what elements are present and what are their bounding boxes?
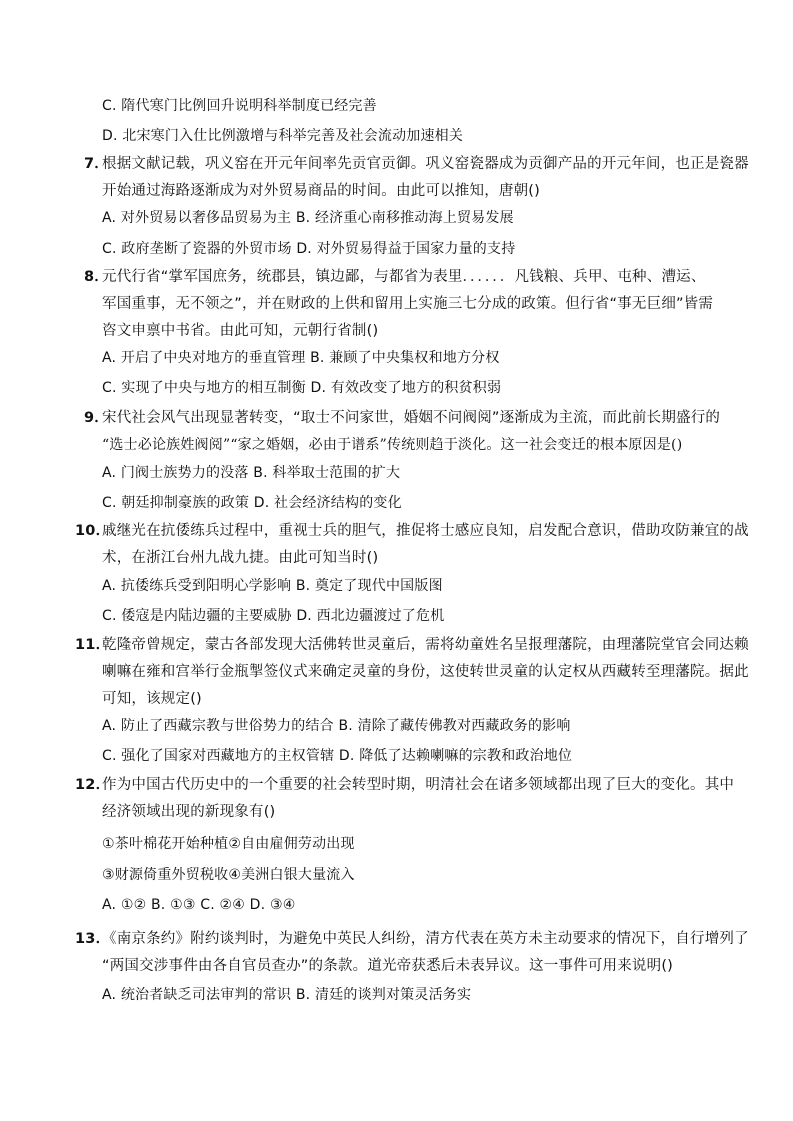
q8-number: 8． bbox=[84, 269, 109, 285]
q11-stem-line1: 乾隆帝曾规定，蒙古各部发现大活佛转世灵童后，需将幼童姓名呈报理藩院，由理藩院堂官会同达赖 bbox=[102, 637, 749, 653]
q7-stem-line1: 根据文献记载，巩义窑在开元年间率先贡官贡御。巩义窑瓷器成为贡御产品的开元年间，也正是瓷器 bbox=[102, 156, 749, 172]
q12-number: 12． bbox=[75, 777, 111, 793]
q12-items-34: ③财源倚重外贸税收④美洲白银大量流入 bbox=[102, 867, 355, 883]
q11-stem-line3: 可知，该规定() bbox=[102, 691, 202, 707]
q10-stem-line1: 戚继光在抗倭练兵过程中，重视士兵的胆气，推促将士感应良知，启发配合意识，借助攻防兼宜的战 bbox=[102, 523, 749, 539]
q8-options-ab: A. 开启了中央对地方的垂直管理 B. 兼顾了中央集权和地方分权 bbox=[102, 350, 500, 366]
q13-stem-line2: “两国交涉事件由各自官员查办”的条款。道光帝获悉后未表异议。这一事件可用来说明() bbox=[102, 958, 674, 974]
q11-stem-line2: 喇嘛在雍和宫举行金瓶掣签仪式来确定灵童的身份，这使转世灵童的认定权从西藏转至理藩院。据此 bbox=[102, 664, 749, 680]
q9-stem-line2: “选士必论族姓阀阅”“家之婚姻，必由于谱系”传统则趋于淡化。这一社会变迁的根本原因是() bbox=[102, 437, 683, 453]
q11-options-cd: C. 强化了国家对西藏地方的主权管辖 D. 降低了达赖喇嘛的宗教和政治地位 bbox=[102, 748, 573, 764]
q10-options-ab: A. 抗倭练兵受到阳明心学影响 B. 奠定了现代中国版图 bbox=[102, 578, 443, 594]
q13-stem-line1: 《南京条约》附约谈判时，为避免中英民人纠纷，清方代表在英方未主动要求的情况下，自行增列了 bbox=[102, 931, 749, 947]
q6-option-d: D. 北宋寒门入仕比例激增与科举完善及社会流动加速相关 bbox=[102, 128, 464, 144]
q13-options-ab: A. 统治者缺乏司法审判的常识 B. 清廷的谈判对策灵活务实 bbox=[102, 987, 472, 1003]
q10-options-cd: C. 倭寇是内陆边疆的主要威胁 D. 西北边疆渡过了危机 bbox=[102, 608, 445, 624]
q8-stem-line1: 元代行省“掌军国庶务，统郡县，镇边鄙，与都省为表里．．．．．．凡钱粮、兵甲、屯种、漕运、 bbox=[102, 269, 706, 285]
q9-stem-line1: 宋代社会风气出现显著转变，“取士不问家世，婚姻不问阀阅”逐渐成为主流，而此前长期盛行的 bbox=[102, 410, 721, 426]
q9-options-ab: A. 门阀士族势力的没落 B. 科举取士范围的扩大 bbox=[102, 465, 401, 481]
q9-options-cd: C. 朝廷抑制豪族的政策 D. 社会经济结构的变化 bbox=[102, 495, 402, 511]
q12-stem-line1: 作为中国古代历史中的一个重要的社会转型时期，明清社会在诸多领域都出现了巨大的变化。其中 bbox=[102, 777, 735, 793]
q10-number: 10． bbox=[75, 523, 111, 539]
q9-number: 9． bbox=[84, 410, 109, 426]
q11-number: 11． bbox=[75, 637, 111, 653]
q10-stem-line2: 术，在浙江台州九战九捷。由此可知当时() bbox=[102, 550, 379, 566]
q12-options: A. ①② B. ①③ C. ②④ D. ③④ bbox=[102, 897, 296, 913]
q11-options-ab: A. 防止了西藏宗教与世俗势力的结合 B. 清除了藏传佛教对西藏政务的影响 bbox=[102, 718, 571, 734]
q6-option-c: C. 隋代寒门比例回升说明科举制度已经完善 bbox=[102, 98, 377, 114]
q7-options-ab: A. 对外贸易以奢侈品贸易为主 B. 经济重心南移推动海上贸易发展 bbox=[102, 210, 514, 226]
q7-stem-line2: 开始通过海路逐渐成为对外贸易商品的时间。由此可以推知，唐朝() bbox=[102, 183, 541, 199]
q7-number: 7． bbox=[84, 156, 109, 172]
q8-stem-line2: 军国重事，无不领之”，并在财政的上供和留用上实施三七分成的政策。但行省“事无巨细”皆需 bbox=[102, 296, 714, 312]
q8-options-cd: C. 实现了中央与地方的相互制衡 D. 有效改变了地方的积贫积弱 bbox=[102, 380, 502, 396]
q12-stem-line2: 经济领域出现的新现象有() bbox=[102, 804, 276, 820]
q7-options-cd: C. 政府垄断了瓷器的外贸市场 D. 对外贸易得益于国家力量的支持 bbox=[102, 241, 516, 257]
q12-items-12: ①茶叶棉花开始种植②自由雇佣劳动出现 bbox=[102, 836, 355, 852]
q13-number: 13． bbox=[75, 931, 111, 947]
q8-stem-line3: 咨文申禀中书省。由此可知，元朝行省制() bbox=[102, 323, 379, 339]
